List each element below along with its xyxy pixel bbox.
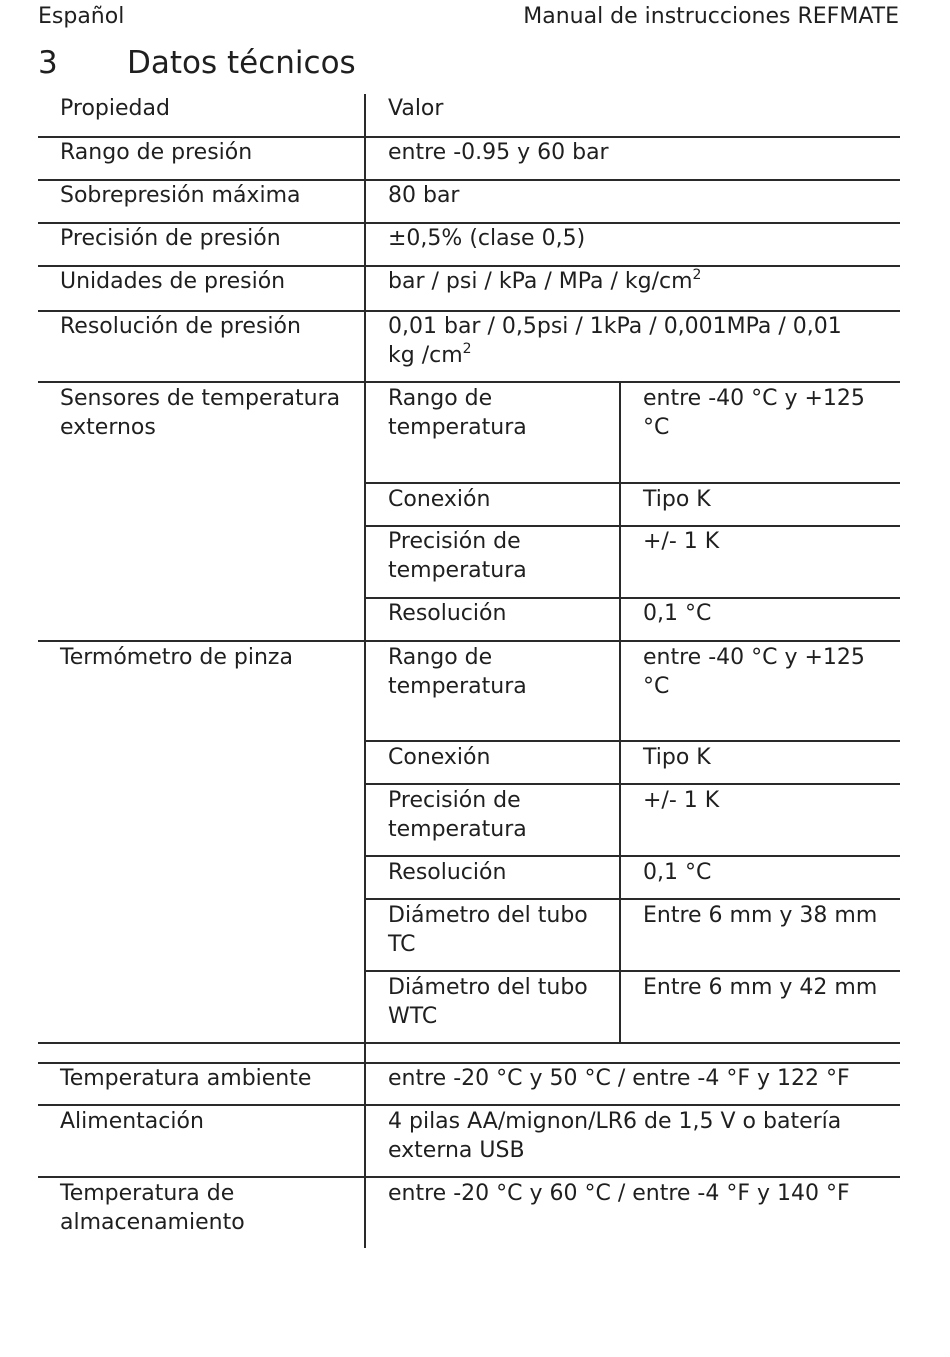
clamp-wtc-diameter-value: Entre 6 mm y 42 mm: [643, 975, 878, 1000]
ext-connection-value: Tipo K: [643, 487, 711, 512]
row-rule: [38, 1104, 900, 1106]
max-overpressure-value: 80 bar: [388, 183, 460, 208]
storage-temp-label: Temperatura de almacenamiento: [60, 1181, 245, 1235]
subrow-rule: [365, 740, 900, 742]
pressure-accuracy-label: Precisión de presión: [60, 226, 281, 251]
clamp-wtc-diameter-name: Diámetro del tubo WTC: [388, 975, 588, 1029]
clamp-tc-diameter-value: Entre 6 mm y 38 mm: [643, 903, 878, 928]
pressure-range-label: Rango de presión: [60, 140, 253, 165]
column-divider: [364, 94, 366, 1248]
header-language: Español: [38, 4, 125, 29]
section-number: 3: [38, 45, 58, 81]
clamp-temp-range-value: entre -40 °C y +125 °C: [643, 645, 865, 699]
ext-temp-range-value: entre -40 °C y +125 °C: [643, 386, 865, 440]
max-overpressure-label: Sobrepresión máxima: [60, 183, 301, 208]
clamp-resolution-name: Resolución: [388, 860, 507, 885]
ext-temp-accuracy-value: +/- 1 K: [643, 529, 720, 554]
clamp-resolution-value: 0,1 °C: [643, 860, 712, 885]
column-header-value: Valor: [388, 96, 444, 121]
ext-resolution-name: Resolución: [388, 601, 507, 626]
section-heading: [38, 44, 356, 82]
power-label: Alimentación: [60, 1109, 204, 1134]
ext-temp-range-name: Rango de temperatura: [388, 386, 527, 440]
subrow-rule: [365, 970, 900, 972]
clamp-label: Termómetro de pinza: [60, 645, 293, 670]
header-manual-title: Manual de instrucciones REFMATE: [523, 4, 899, 29]
ext-resolution-value: 0,1 °C: [643, 601, 712, 626]
subrow-rule: [365, 482, 900, 484]
row-rule: [38, 381, 900, 383]
pressure-units-label: Unidades de presión: [60, 269, 286, 294]
pressure-resolution-value: 0,01 bar / 0,5psi / 1kPa / 0,001MPa / 0,01 kg $/cm^2$: [388, 314, 842, 368]
ambient-temp-value: entre -20 °C y 50 °C / entre -4 °F y 122 °F: [388, 1066, 850, 1091]
row-rule: [38, 640, 900, 642]
pressure-accuracy-value: ±0,5% (clase 0,5): [388, 226, 586, 251]
subrow-rule: [365, 855, 900, 857]
column-header-property: Propiedad: [60, 96, 170, 121]
clamp-temp-accuracy-value: +/- 1 K: [643, 788, 720, 813]
section-title: Datos técnicos: [127, 45, 356, 81]
pressure-resolution-label: Resolución de presión: [60, 314, 301, 339]
clamp-connection-value: Tipo K: [643, 745, 711, 770]
clamp-temp-accuracy-name: Precisión de temperatura: [388, 788, 527, 842]
clamp-connection-name: Conexión: [388, 745, 491, 770]
clamp-temp-range-name: Rango de temperatura: [388, 645, 527, 699]
ambient-temp-label: Temperatura ambiente: [60, 1066, 312, 1091]
row-rule: [38, 1176, 900, 1178]
pressure-units-value: bar / psi / kPa / MPa / $kg/cm^2$: [388, 267, 702, 294]
subrow-rule: [365, 783, 900, 785]
row-rule: [38, 1042, 900, 1044]
ext-connection-name: Conexión: [388, 487, 491, 512]
clamp-tc-diameter-name: Diámetro del tubo TC: [388, 903, 588, 957]
ext-temp-accuracy-name: Precisión de temperatura: [388, 529, 527, 583]
ext-sensors-label: Sensores de temperatura externos: [60, 386, 341, 440]
pressure-range-value: entre -0.95 y 60 bar: [388, 140, 609, 165]
subrow-rule: [365, 898, 900, 900]
storage-temp-value: entre -20 °C y 60 °C / entre -4 °F y 140 °F: [388, 1181, 850, 1206]
power-value: 4 pilas AA/mignon/LR6 de 1,5 V o batería externa USB: [388, 1109, 842, 1163]
